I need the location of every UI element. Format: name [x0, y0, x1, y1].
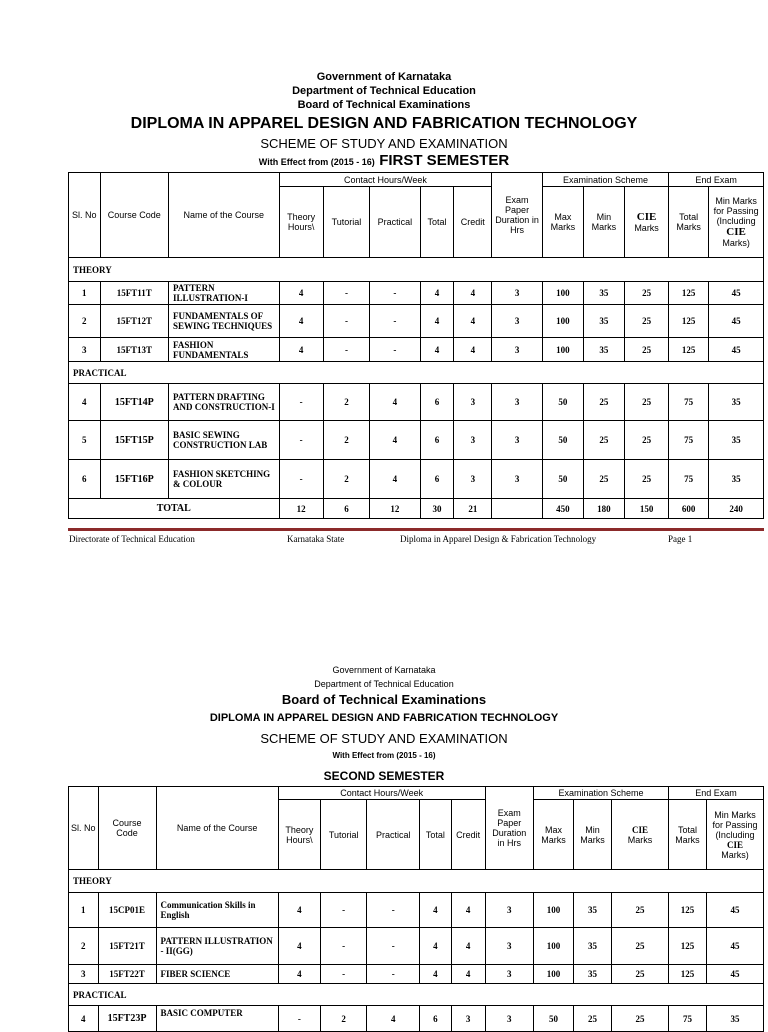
- cell-cr: 4: [454, 338, 492, 362]
- footer-directorate: Directorate of Technical Education: [69, 534, 195, 544]
- cell-max: 50: [542, 460, 583, 499]
- cell-tm: 600: [669, 499, 709, 519]
- cell-th: 4: [278, 928, 320, 965]
- hdr-duration-2: Exam Paper Duration in Hrs: [485, 787, 534, 870]
- cell-cie: 25: [624, 421, 668, 460]
- cell-tu: -: [320, 893, 366, 928]
- footer-rule: [68, 528, 764, 531]
- cell-mp: 35: [709, 384, 764, 421]
- cell-tot: 4: [420, 965, 452, 984]
- footer-state: Karnataka State: [287, 534, 345, 544]
- cell-code: 15FT11T: [100, 282, 168, 305]
- effect-text-2: With Effect from (2015 - 16): [332, 751, 436, 760]
- cell-code: 15FT23P: [98, 1006, 156, 1032]
- section-practical-2: PRACTICAL: [69, 984, 764, 1006]
- cell-max: 100: [534, 928, 574, 965]
- gov-line-2: Government of Karnataka: [332, 665, 436, 675]
- cell-max: 100: [534, 893, 574, 928]
- cell-cie: 25: [612, 928, 669, 965]
- hdr-duration: Exam Paper Duration in Hrs: [492, 173, 543, 258]
- cell-sl: 3: [69, 338, 101, 362]
- cell-cie: 25: [624, 338, 668, 362]
- cell-code: 15FT14P: [100, 384, 168, 421]
- hdr-total-2: Total: [420, 800, 452, 870]
- cell-cr: 4: [451, 928, 485, 965]
- cell-name: BASIC SEWING CONSTRUCTION LAB: [169, 421, 280, 460]
- hdr-total-marks: Total Marks: [669, 187, 709, 258]
- cell-tm: 75: [668, 1006, 706, 1032]
- cell-mp: 45: [706, 965, 763, 984]
- cell-dur: 3: [485, 965, 534, 984]
- practical-rows: [69, 384, 764, 499]
- cell-name: PATTERN DRAFTING AND CONSTRUCTION-I: [169, 384, 280, 421]
- cell-min: 35: [583, 282, 624, 305]
- cell-cr: 3: [451, 1006, 485, 1032]
- cell-name: PATTERN ILLUSTRATION - II(GG): [156, 928, 278, 965]
- hdr-min: Min Marks: [583, 187, 624, 258]
- cell-tm: 125: [668, 965, 706, 984]
- practical-rows-2: [69, 1006, 764, 1032]
- hdr-max: Max Marks: [542, 187, 583, 258]
- cell-code: 15FT16P: [100, 460, 168, 499]
- cell-mp: 45: [709, 282, 764, 305]
- cell-code: 15FT21T: [98, 928, 156, 965]
- cell-dur: 3: [492, 338, 543, 362]
- cell-pr: 4: [367, 1006, 420, 1032]
- cell-pr: -: [370, 282, 421, 305]
- cell-tu: -: [320, 928, 366, 965]
- table-row: [69, 928, 764, 965]
- hdr-total: Total: [420, 187, 454, 258]
- scheme-title: SCHEME OF STUDY AND EXAMINATION: [260, 136, 508, 151]
- section-practical: PRACTICAL: [69, 362, 764, 384]
- table-row: [69, 1006, 764, 1032]
- board-line-2: Board of Technical Examinations: [281, 692, 487, 707]
- table-row: [69, 384, 764, 421]
- cell-tot: 6: [420, 421, 454, 460]
- cell-th: -: [279, 421, 323, 460]
- hdr-cie-label-2: CIE: [631, 824, 648, 835]
- section-theory-2: THEORY: [69, 870, 764, 893]
- cell-tot: 6: [420, 460, 454, 499]
- cell-min: 25: [583, 384, 624, 421]
- cell-tu: -: [323, 282, 369, 305]
- hdr-code-2: Course Code: [98, 787, 156, 870]
- hdr-min-pass-b: Marks): [722, 238, 750, 248]
- scheme-table-sem2: [68, 786, 764, 1032]
- hdr-min-pass-a-2: Min Marks for Passing (Including: [712, 809, 758, 840]
- cell-mp: 240: [709, 499, 764, 519]
- cell-dur: 3: [492, 421, 543, 460]
- hdr-cie-2: [612, 800, 669, 870]
- cell-dur: 3: [492, 460, 543, 499]
- cell-mp: 35: [709, 421, 764, 460]
- hdr-practical: Practical: [370, 187, 421, 258]
- cell-tot: 4: [420, 305, 454, 338]
- cell-max: 50: [542, 384, 583, 421]
- dept-line-2: Department of Technical Education: [314, 679, 454, 689]
- cell-pr: 12: [370, 499, 421, 519]
- table-row: [69, 460, 764, 499]
- cell-dur: 3: [485, 928, 534, 965]
- table-row: [69, 338, 764, 362]
- cell-cie: 150: [624, 499, 668, 519]
- hdr-tutorial-2: Tutorial: [320, 800, 366, 870]
- cell-cie: 25: [624, 282, 668, 305]
- cell-tm: 75: [669, 384, 709, 421]
- cell-th: 4: [279, 282, 323, 305]
- scheme-title-2: SCHEME OF STUDY AND EXAMINATION: [260, 731, 508, 746]
- footer-page-number: Page 1: [668, 534, 693, 544]
- hdr-contact-2: Contact Hours/Week: [278, 787, 485, 800]
- cell-th: 12: [279, 499, 323, 519]
- cell-name: FASHION SKETCHING & COLOUR: [169, 460, 280, 499]
- semester-title-2: SECOND SEMESTER: [323, 769, 445, 783]
- cell-dur: 3: [492, 282, 543, 305]
- hdr-name: Name of the Course: [169, 173, 280, 258]
- cell-cr: 4: [454, 282, 492, 305]
- table-row: [69, 965, 764, 984]
- hdr-min-2: Min Marks: [574, 800, 612, 870]
- hdr-cie-marks: Marks: [634, 223, 659, 233]
- hdr-min-pass-a: Min Marks for Passing (Including: [713, 196, 759, 226]
- cell-name: FIBER SCIENCE: [156, 965, 278, 984]
- cell-pr: -: [367, 928, 420, 965]
- hdr-min-pass-cie-2: CIE: [726, 839, 743, 850]
- cell-tm: 75: [669, 421, 709, 460]
- diploma-title: DIPLOMA IN APPAREL DESIGN AND FABRICATION TECHNOLOGY: [130, 115, 638, 132]
- cell-cr: 3: [454, 421, 492, 460]
- table-row: [69, 421, 764, 460]
- cell-pr: 4: [370, 421, 421, 460]
- cell-tu: 2: [323, 384, 369, 421]
- cell-min: 25: [583, 421, 624, 460]
- hdr-min-pass-cie: CIE: [726, 226, 746, 238]
- cell-th: 4: [279, 338, 323, 362]
- cell-tot: 4: [420, 338, 454, 362]
- hdr-total-marks-2: Total Marks: [668, 800, 706, 870]
- cell-sl: 1: [69, 893, 99, 928]
- dept-line: Department of Technical Education: [292, 85, 476, 97]
- hdr-contact: Contact Hours/Week: [279, 173, 492, 187]
- cell-sl: 2: [69, 305, 101, 338]
- diploma-title-2: DIPLOMA IN APPAREL DESIGN AND FABRICATION TECHNOLOGY: [209, 712, 559, 724]
- cell-mp: 45: [709, 338, 764, 362]
- cell-code: 15FT12T: [100, 305, 168, 338]
- cell-code: 15CP01E: [98, 893, 156, 928]
- cell-pr: -: [367, 965, 420, 984]
- hdr-name-2: Name of the Course: [156, 787, 278, 870]
- cell-tu: -: [323, 338, 369, 362]
- cell-th: 4: [278, 893, 320, 928]
- hdr-exam-2: Examination Scheme: [534, 787, 669, 800]
- board-line: Board of Technical Examinations: [297, 99, 471, 111]
- hdr-practical-2: Practical: [367, 800, 420, 870]
- cell-cie: 25: [624, 460, 668, 499]
- hdr-slno: Sl. No: [69, 173, 101, 258]
- cell-pr: -: [367, 893, 420, 928]
- cell-tm: 125: [669, 338, 709, 362]
- cell-cie: 25: [624, 384, 668, 421]
- cell-mp: 45: [709, 305, 764, 338]
- hdr-cie-label: CIE: [636, 211, 657, 223]
- hdr-min-pass: [709, 187, 764, 258]
- cell-tm: 125: [669, 305, 709, 338]
- cell-max: 100: [542, 282, 583, 305]
- cell-max: 100: [542, 305, 583, 338]
- cell-code: 15FT13T: [100, 338, 168, 362]
- cell-total-label: TOTAL: [69, 499, 280, 519]
- cell-code: 15FT22T: [98, 965, 156, 984]
- theory-rows: [69, 282, 764, 362]
- cell-sl: 5: [69, 421, 101, 460]
- cell-tot: 4: [420, 928, 452, 965]
- hdr-theory: Theory Hours\: [279, 187, 323, 258]
- cell-min: 35: [583, 338, 624, 362]
- hdr-cie-marks-2: Marks: [627, 834, 653, 845]
- cell-min: 25: [583, 460, 624, 499]
- hdr-code: Course Code: [100, 173, 168, 258]
- table-row: [69, 282, 764, 305]
- cell-tm: 125: [668, 928, 706, 965]
- cell-sl: 1: [69, 282, 101, 305]
- cell-max: 450: [542, 499, 583, 519]
- cell-tu: 2: [320, 1006, 366, 1032]
- cell-dur: 3: [485, 893, 534, 928]
- hdr-theory-2: Theory Hours\: [278, 800, 320, 870]
- cell-sl: 4: [69, 1006, 99, 1032]
- section-theory: THEORY: [69, 258, 764, 282]
- cell-tu: -: [320, 965, 366, 984]
- cell-tm: 75: [669, 460, 709, 499]
- cell-cr: 4: [451, 893, 485, 928]
- cell-cie: 25: [612, 1006, 669, 1032]
- hdr-credit-2: Credit: [451, 800, 485, 870]
- cell-cie: 25: [612, 893, 669, 928]
- cell-pr: 4: [370, 460, 421, 499]
- cell-tot: 4: [420, 893, 452, 928]
- hdr-slno-2: Sl. No: [69, 787, 99, 870]
- semester-title: FIRST SEMESTER: [379, 152, 510, 169]
- cell-th: -: [279, 384, 323, 421]
- cell-max: 100: [542, 338, 583, 362]
- cell-sl: 6: [69, 460, 101, 499]
- cell-tu: -: [323, 305, 369, 338]
- cell-mp: 45: [706, 928, 763, 965]
- cell-tot: 6: [420, 384, 454, 421]
- hdr-credit: Credit: [454, 187, 492, 258]
- total-row: [69, 499, 764, 519]
- cell-name: FASHION FUNDAMENTALS: [169, 338, 280, 362]
- cell-min: 35: [574, 928, 612, 965]
- effect-text: With Effect from (2015 - 16): [258, 157, 375, 167]
- cell-max: 100: [534, 965, 574, 984]
- hdr-min-pass-2: [706, 800, 763, 870]
- cell-cr: 3: [454, 384, 492, 421]
- cell-pr: -: [370, 305, 421, 338]
- theory-rows-2: [69, 893, 764, 984]
- hdr-max-2: Max Marks: [534, 800, 574, 870]
- cell-code: 15FT15P: [100, 421, 168, 460]
- cell-dur: [492, 499, 543, 519]
- hdr-end: End Exam: [669, 173, 764, 187]
- cell-pr: 4: [370, 384, 421, 421]
- cell-min: 25: [574, 1006, 612, 1032]
- cell-min: 35: [583, 305, 624, 338]
- cell-name: FUNDAMENTALS OF SEWING TECHNIQUES: [169, 305, 280, 338]
- cell-name: Communication Skills in English: [156, 893, 278, 928]
- cell-sl: 3: [69, 965, 99, 984]
- cell-tu: 2: [323, 460, 369, 499]
- cell-cie: 25: [624, 305, 668, 338]
- cell-cr: 4: [454, 305, 492, 338]
- cell-cr: 4: [451, 965, 485, 984]
- cell-tu: 2: [323, 421, 369, 460]
- scheme-table-sem1: [68, 172, 764, 519]
- cell-dur: 3: [485, 1006, 534, 1032]
- cell-sl: 2: [69, 928, 99, 965]
- cell-mp: 35: [706, 1006, 763, 1032]
- cell-max: 50: [542, 421, 583, 460]
- cell-tm: 125: [668, 893, 706, 928]
- hdr-cie: [624, 187, 668, 258]
- cell-tot: 30: [420, 499, 454, 519]
- cell-min: 35: [574, 893, 612, 928]
- cell-min: 35: [574, 965, 612, 984]
- cell-cie: 25: [612, 965, 669, 984]
- cell-th: -: [278, 1006, 320, 1032]
- cell-cr: 3: [454, 460, 492, 499]
- cell-mp: 35: [709, 460, 764, 499]
- cell-tu: 6: [323, 499, 369, 519]
- table-row: [69, 305, 764, 338]
- cell-tm: 125: [669, 282, 709, 305]
- cell-tot: 4: [420, 282, 454, 305]
- cell-cr: 21: [454, 499, 492, 519]
- cell-dur: 3: [492, 384, 543, 421]
- cell-th: -: [279, 460, 323, 499]
- cell-name: BASIC COMPUTER: [156, 1006, 278, 1032]
- cell-sl: 4: [69, 384, 101, 421]
- cell-th: 4: [279, 305, 323, 338]
- table-row: [69, 893, 764, 928]
- semester-line: [0, 152, 768, 170]
- cell-tot: 6: [420, 1006, 452, 1032]
- cell-name: PATTERN ILLUSTRATION-I: [169, 282, 280, 305]
- footer-diploma: Diploma in Apparel Design & Fabrication Technology: [400, 534, 597, 544]
- cell-min: 180: [583, 499, 624, 519]
- gov-line: Government of Karnataka: [316, 71, 452, 83]
- hdr-end-2: End Exam: [668, 787, 763, 800]
- cell-mp: 45: [706, 893, 763, 928]
- cell-th: 4: [278, 965, 320, 984]
- cell-dur: 3: [492, 305, 543, 338]
- hdr-min-pass-b-2: Marks): [721, 849, 749, 860]
- cell-pr: -: [370, 338, 421, 362]
- hdr-tutorial: Tutorial: [323, 187, 369, 258]
- hdr-exam: Examination Scheme: [542, 173, 668, 187]
- cell-max: 50: [534, 1006, 574, 1032]
